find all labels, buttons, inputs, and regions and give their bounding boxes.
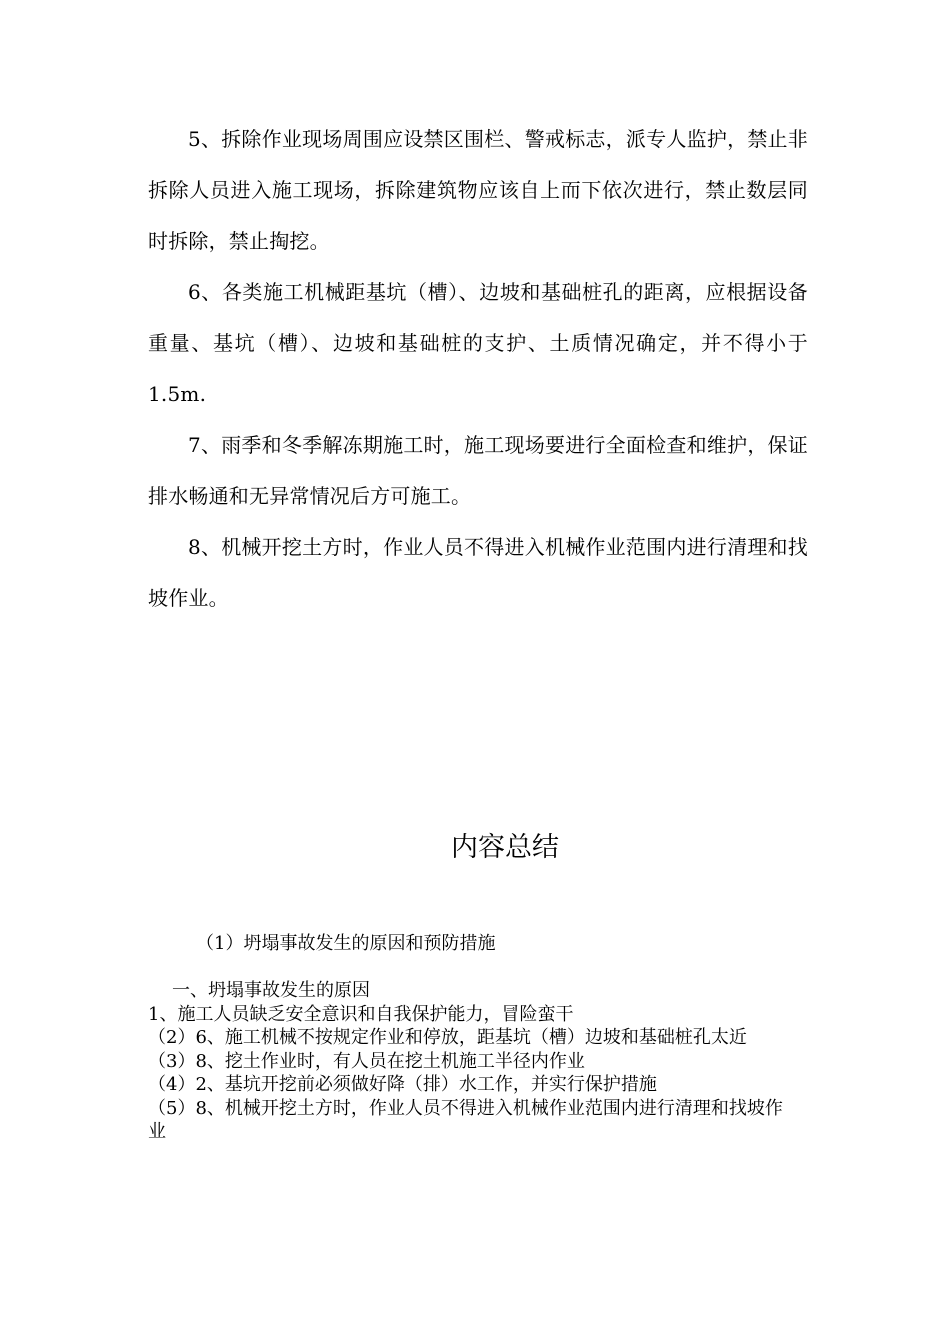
paragraph-6: 6、各类施工机械距基坑（槽）、边坡和基础桩孔的距离，应根据设备重量、基坑（槽）、边坡和基础桩的支护、土质情况确定，并不得小于1.5m. (148, 280, 808, 406)
summary-item: （3）8、挖土作业时，有人员在挖土机施工半径内作业 (148, 1050, 585, 1072)
summary-list (148, 979, 798, 1144)
summary-subtitle: （1）坍塌事故发生的原因和预防措施 (196, 933, 496, 954)
summary-item: （4）2、基坑开挖前必须做好降（排）水工作，并实行保护措施 (148, 1074, 657, 1095)
summary-heading: 一、坍塌事故发生的原因 (172, 980, 370, 1001)
summary-item: （5）8、机械开挖土方时，作业人员不得进入机械作业范围内进行清理和找坡作业 (148, 1097, 783, 1142)
summary-item: （2）6、施工机械不按规定作业和停放，距基坑（槽）边坡和基础桩孔太近 (148, 1027, 747, 1048)
paragraph-7: 7、雨季和冬季解冻期施工时，施工现场要进行全面检查和维护，保证排水畅通和无异常情况后方可施工。 (148, 433, 808, 508)
paragraph-8: 8、机械开挖土方时，作业人员不得进入机械作业范围内进行清理和找坡作业。 (148, 535, 808, 610)
summary-item: 1、施工人员缺乏安全意识和自我保护能力，冒险蛮干 (148, 1003, 574, 1025)
paragraph-5: 5、拆除作业现场周围应设禁区围栏、警戒标志，派专人监护，禁止非拆除人员进入施工现场，拆除建筑物应该自上而下依次进行，禁止数层同时拆除，禁止掏挖。 (148, 127, 808, 253)
summary-title: 内容总结 (451, 832, 559, 863)
body-text (148, 114, 808, 624)
